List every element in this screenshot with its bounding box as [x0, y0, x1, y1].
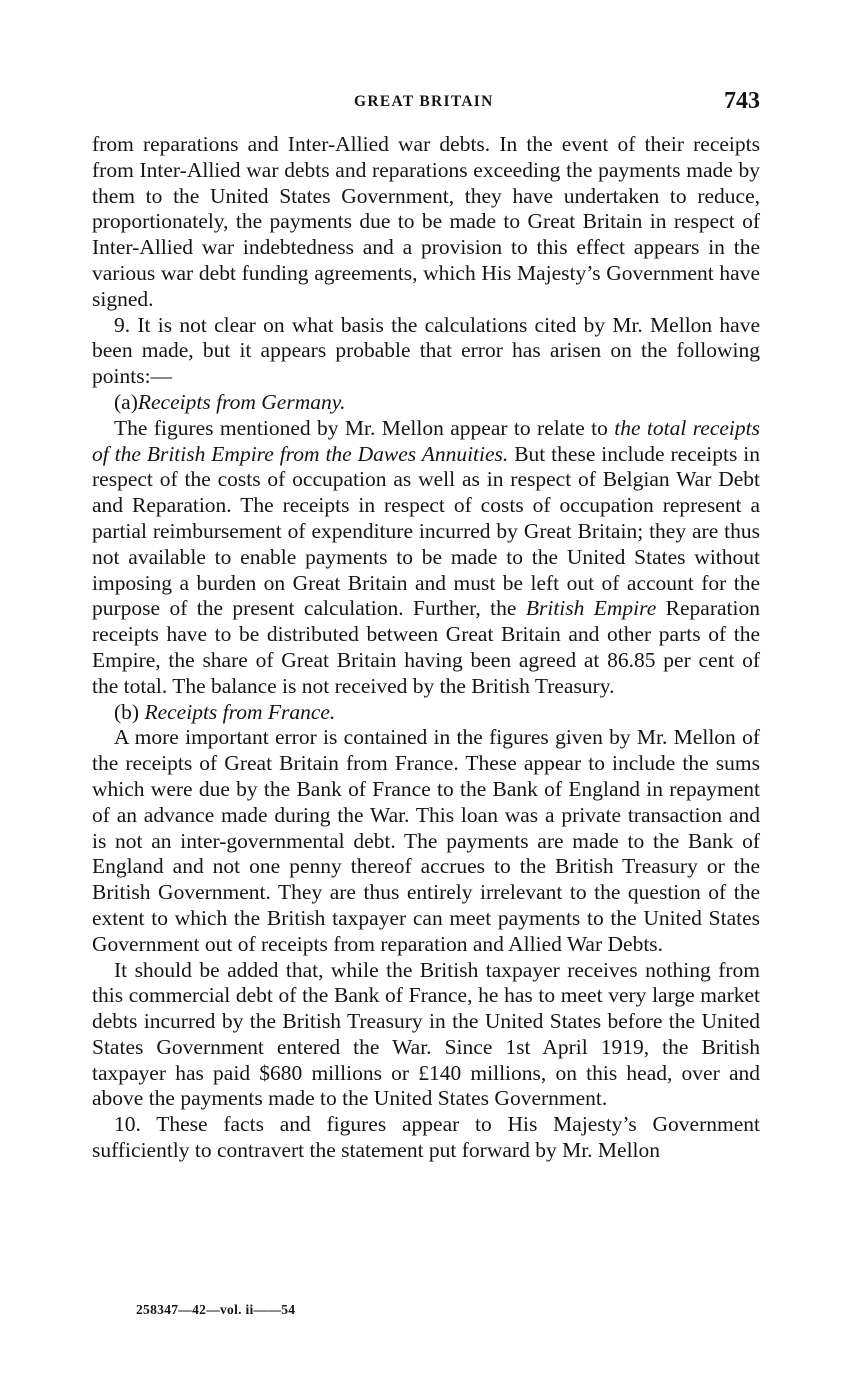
paragraph-market-debts: It should be added that, while the British taxpayer receives nothing from this commercial debt of the Bank of France, he has to meet very large market debts incurred by the British Treasury in the United States before the United States Government entered the War. Since 1st April 1919, the British taxpayer has paid $680 millions or £140 millions, on this head, over and above the payments made to the United States Government.: [92, 957, 760, 1111]
heading-receipts-from-germany: [92, 390, 760, 416]
heading-a-label: (a): [114, 389, 138, 414]
heading-b-text: Receipts from France.: [144, 699, 336, 724]
heading-receipts-from-france: [92, 700, 760, 726]
printer-mark: 258347—42—vol. ii——54: [136, 1302, 296, 1317]
paragraph-germany: [92, 416, 760, 700]
heading-b-label: (b): [114, 699, 140, 724]
page-body: [92, 132, 760, 1164]
paragraph-10: 10. These facts and figures appear to His Majesty’s Government sufficiently to contravert the statement put forward by Mr. Mellon: [92, 1112, 760, 1163]
paragraph-intro: from reparations and Inter-Allied war debts. In the event of their receipts from Inter-Allied war debts and reparations exceeding the payments made by them to the United States Government, they have undertaken to reduce, proportionately, the payments due to be made to Great Britain in respect of Inter-Allied war indebtedness and a provision to this effect appears in the various war debt funding agreements, which His Majesty’s Government have signed.: [92, 132, 760, 311]
paragraph-germany-part1: The figures mentioned by Mr. Mellon appear to relate to: [114, 415, 615, 440]
page-number: 743: [724, 88, 760, 114]
page-header: [92, 88, 762, 118]
paragraph-9: 9. It is not clear on what basis the calculations cited by Mr. Mellon have been made, but it appears probable that error has arisen on the following points:—: [92, 312, 760, 389]
running-head: GREAT BRITAIN: [354, 93, 494, 110]
paragraph-germany-emphasis2: British Empire: [525, 596, 657, 621]
heading-a-text: Receipts from Germany.: [137, 389, 346, 414]
paragraph-france: A more important error is contained in the figures given by Mr. Mellon of the receipts of Great Britain from France. These appear to include the sums which were due by the Bank of France to the Bank of England in repayment of an advance made during the War. This loan was a private transaction and is not an inter-governmental debt. The payments are made to the Bank of England and not one penny thereof accrues to the British Treasury or the British Government. They are thus entirely irrelevant to the question of the extent to which the British taxpayer can meet payments to the United States Government out of receipts from reparation and Allied War Debts.: [92, 725, 760, 956]
paragraph-germany-part2: But these include receipts in respect of the costs of occupation as well as in respect of Belgian War Debt and Reparation. The receipts in respect of costs of occupation represent a partial reimbursement of expenditure incurred by Great Britain; they are thus not available to enable payments to be made to the United States without imposing a burden on Great Britain and must be left out of account for the purpose of the present calculation. Further, the: [92, 441, 760, 621]
paragraph-germany-emphasis1: the total receipts of the British Empire from the Dawes Annuities.: [92, 415, 760, 466]
paragraph-germany-part3: Reparation receipts have to be distributed between Great Britain and other parts of the Empire, the share of Great Britain having been agreed at 86.85 per cent of the total. The balance is not received by the British Treasury.: [92, 596, 760, 698]
